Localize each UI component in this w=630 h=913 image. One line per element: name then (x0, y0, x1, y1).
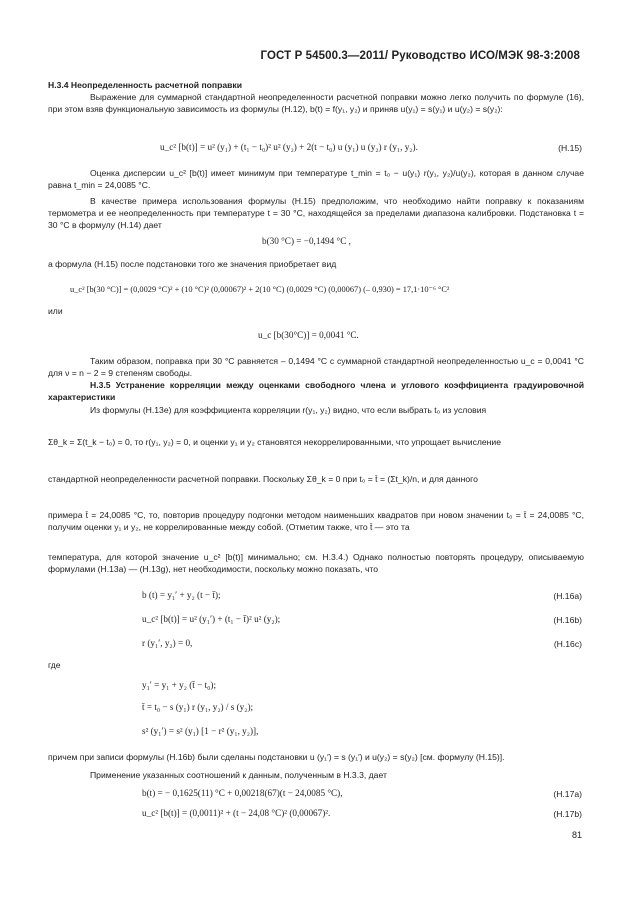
word-gde: где (48, 660, 61, 670)
formula-where-3: s² (y₁′) = s² (y₁) [1 − r² (y₁, y₂)], (142, 726, 259, 736)
page-number: 81 (571, 830, 582, 840)
formula-h15: u_c² [b(t)] = u² (y₁) + (t₁ − t₀)² u² (y₂) + 2(t − t₀) u (y₁) u (y₂) r (y₁, y₂). (160, 142, 418, 152)
equation-number-h16b: (Н.16b) (553, 615, 582, 625)
paragraph-intro: Выражение для суммарной стандартной неопределенности расчетной поправки можно легко получить по формуле (16), при этом взяв функциональную зависимость из формулы (Н.12), b(t) = f(y₁, y₂) и приняв u(y₁) = s(y₁) и u(y₂) = s(y₂): (48, 92, 584, 114)
formula-h16b: u_c² [b(t)] = u² (y₁′) + (t₁ − t̄)² u² (y₂); (142, 614, 281, 624)
formula-b30: b(30 °С) = −0,1494 °С , (262, 236, 351, 246)
paragraph-conclusion: Таким образом, поправка при 30 °С равняется – 0,1494 °С с суммарной стандартной неопределенностью u_c = 0,0041 °С для ν = n − 2 = 9 степеням свободы. (48, 356, 584, 378)
equation-number-h17b: (Н.17b) (553, 809, 582, 819)
equation-number-h16c: (Н.16с) (553, 639, 582, 649)
formula-h17a: b(t) = − 0,1625(11) °С + 0,00218(67)(t − 24,0085 °С), (142, 788, 343, 798)
formula-where-1: y₁′ = y₁ + y₂ (t̄ − t₀); (142, 680, 217, 690)
paragraph-substitution: а формула (Н.15) после подстановки того же значения приобретает вид (48, 259, 337, 269)
paragraph-sum-condition: Σθ_k = Σ(t_k − t₀) = 0, то r(y₁, y₂) = 0, и оценки y₁ и y₂ становятся некоррелированными, что упрощает вычисление (48, 437, 501, 447)
section-heading-h35: Н.3.5 Устранение корреляции между оценками свободного члена и углового коэффициента градуировочной характеристики (48, 380, 584, 402)
formula-h16a: b (t) = y₁′ + y₂ (t − t̄); (142, 590, 221, 600)
formula-h16c: r (y₁′, y₂) = 0, (142, 638, 193, 648)
formula-uc-result: u_c [b(30°С)] = 0,0041 °С. (258, 330, 359, 340)
formula-h17b: u_c² [b(t)] = (0,0011)² + (t − 24,08 °С)² (0,00067)². (142, 808, 331, 818)
paragraph-correlation: Из формулы (Н.13е) для коэффициента корреляции r(y₁, y₂) видно, что если выбрать t₀ из условия (90, 405, 487, 415)
paragraph-example-mean: примера t̄ = 24,0085 °С, то, повторив процедуру подгонки методом наименьших квадратов при новом значении t₀ = t̄ = 24,0085 °С, получим оценки y₁ и y₂, не коррелированные между собой. (Отметим также, что t̄ — это та (48, 510, 584, 532)
formula-long-substitution: u_c² [b(30 °С)] = (0,0029 °С)² + (10 °С)² (0,00067)² + 2(10 °С) (0,0029 °С) (0,00067) (– 0,930) = 17,1·10⁻⁶ °С² (70, 285, 450, 294)
equation-number-h16a: (Н.16а) (553, 591, 582, 601)
paragraph-substitutions-note: причем при записи формулы (Н.16b) были сделаны подстановки u (y₁′) = s (y₁′) и u(y₂) = s(y₂) [см. формулу (Н.15)]. (48, 752, 505, 762)
equation-number-h17a: (Н.17а) (553, 789, 582, 799)
paragraph-example: В качестве примера использования формулы (Н.15) предположим, что необходимо найти поправку к показаниям термометра и ее неопределенность при температуре t = 30 °С, находящейся за пределами диапазона калибровки. Подстановка t = 30 °С в формулу (Н.14) дает (48, 196, 584, 230)
equation-number-h15: (Н.15) (558, 143, 582, 153)
paragraph-minimum-temperature: температура, для которой значение u_c² [b(t)] минимально; см. Н.3.4.) Однако полностью повторять процедуру, описываемую формулами (Н.13а) — (Н.13g), нет необходимости, поскольку можно показать, что (48, 552, 584, 574)
running-header: ГОСТ Р 54500.3—2011/ Руководство ИСО/МЭК 98-3:2008 (260, 50, 580, 62)
paragraph-uncertainty-note: стандартной неопределенности расчетной поправки. Поскольку Σθ_k = 0 при t₀ = t̄ = (Σt_k)/n, и для данного (48, 474, 478, 484)
paragraph-application: Применение указанных соотношений к данным, полученным в Н.3.3, дает (90, 770, 387, 780)
paragraph-variance-minimum: Оценка дисперсии u_c² [b(t)] имеет минимум при температуре t_min = t₀ − u(y₁) r(y₁, y₂)/u(y₂), которая в данном случае равна t_min = 24,0085 °С. (48, 168, 584, 190)
word-ili: или (48, 306, 63, 316)
section-heading-h34: Н.3.4 Неопределенность расчетной поправки (48, 80, 243, 90)
formula-where-2: t̄ = t₀ − s (y₁) r (y₁, y₂) / s (y₂); (142, 702, 254, 712)
